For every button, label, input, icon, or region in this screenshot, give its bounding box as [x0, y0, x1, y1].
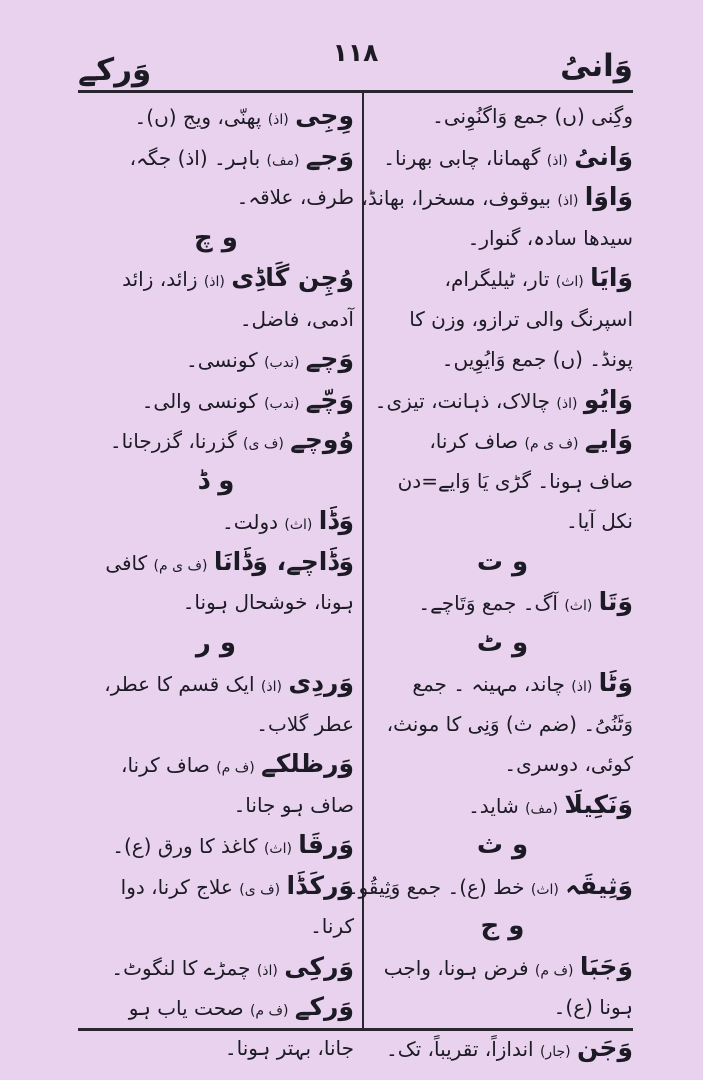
definition: گزرنا، گزرجانا۔: [109, 429, 237, 453]
grammar-tag: (اث): [555, 274, 584, 290]
entry-line: [372, 218, 633, 259]
definition: فرض ہونا، واجب: [383, 955, 529, 980]
grammar-tag: (اث): [564, 598, 593, 614]
definition: کونسی۔: [186, 348, 258, 372]
grammar-tag: (ندب): [264, 355, 300, 371]
definition: کوئی، دوسری۔: [504, 752, 633, 776]
entry-line: [78, 380, 354, 421]
definition: سیدھا سادہ، گنوار۔: [467, 225, 633, 250]
headword: وُوچے: [290, 425, 354, 454]
headword: وِجِی: [295, 101, 354, 130]
definition: جانا، بہتر ہونا۔: [224, 1035, 354, 1060]
headword: وَایَا: [590, 263, 633, 292]
definition: بیوقوف، مسخرا، بھانڈ،: [361, 186, 551, 210]
definition: صاف کرنا،: [121, 753, 210, 777]
section-heading: و ث: [476, 830, 529, 860]
definition: تار، ٹیلیگرام،: [444, 267, 550, 291]
grammar-tag: (مف): [266, 152, 300, 169]
section-heading: و ج: [480, 911, 525, 941]
entry-line: [372, 663, 633, 704]
entry-line: [372, 785, 633, 826]
definition: پھنّی، ویج (ں)۔: [134, 105, 262, 129]
entry-line: [78, 785, 354, 826]
definition: صاف ہو جانا۔: [233, 792, 354, 817]
headword: وَرکے: [294, 992, 354, 1021]
left-column: [78, 96, 354, 1068]
entry-line: [372, 137, 633, 178]
grammar-tag: (جار): [539, 1043, 571, 1060]
definition: صحت یاب ہو: [128, 996, 244, 1020]
grammar-tag: (ف ی): [239, 881, 281, 898]
grammar-tag: (اذ): [557, 193, 579, 209]
entry-line: [78, 582, 354, 623]
page-header: [78, 38, 633, 90]
headword: وُچِن گَاڈِی: [231, 263, 354, 292]
definition: خط (ع)۔ جمع وَثِیقُو۔: [346, 874, 525, 899]
entry-line: [372, 501, 633, 542]
entry-line: [78, 866, 354, 907]
section-heading: و ت: [476, 546, 529, 577]
definition: گھمانا، چابی بھرنا۔: [383, 145, 541, 170]
headword: وَتَا: [598, 587, 633, 616]
headword: وَرکَڈَا: [286, 870, 354, 900]
entry-line: [78, 906, 354, 947]
grammar-tag: (اذ): [260, 679, 282, 695]
entry-line: [372, 299, 633, 340]
section-heading: و چ: [194, 222, 238, 253]
grammar-tag: (اذ): [546, 152, 568, 169]
grammar-tag: (ف م): [249, 1003, 289, 1019]
entry-line: [78, 987, 354, 1028]
headword: وَاوَا: [584, 182, 633, 211]
grammar-tag: (اذ): [267, 112, 289, 128]
entry-line: [78, 137, 354, 178]
header-left-word: وَرکے: [78, 52, 152, 88]
definition: کرنا۔: [310, 914, 354, 938]
headword: وَایُو: [583, 384, 633, 414]
definition: آدمی، فاضل۔: [239, 306, 354, 331]
entry-line: [78, 420, 354, 461]
grammar-tag: (ف ی م): [153, 557, 208, 574]
header-rule: [78, 90, 633, 93]
entry-line: [78, 825, 354, 866]
entry-line: [372, 258, 633, 299]
grammar-tag: (مف): [525, 800, 558, 817]
header-right-word: وَانیُ: [560, 48, 633, 84]
definition: چالاک، ذہانت، تیزی۔: [374, 388, 551, 413]
headword: وَچّے: [305, 384, 354, 414]
entry-line: [372, 339, 633, 380]
entry-line: [78, 542, 354, 583]
grammar-tag: (ف م): [534, 962, 574, 979]
definition: صاف کرنا،: [429, 429, 519, 453]
entry-line: [78, 663, 354, 704]
grammar-tag: (ف ی): [243, 436, 284, 452]
section-heading: و ر: [195, 627, 237, 658]
headword: وَثِیقَہ: [565, 870, 633, 900]
headword: وَٹَا: [598, 668, 633, 697]
entry-line: [372, 582, 633, 623]
entry-line: [78, 258, 354, 299]
entry-line: [372, 987, 633, 1028]
definition: طرف، علاقہ۔: [236, 185, 354, 209]
headword: وَردِی: [288, 668, 354, 697]
definition: اندازاً، تقریباً، تک۔: [385, 1036, 534, 1061]
grammar-tag: (اذ): [556, 395, 578, 412]
entry-line: [78, 704, 354, 745]
definition: وَٹَنُیُ۔ (ضم ث) وَنِی کا مونث،: [386, 711, 633, 736]
headword: وَجَبَا: [579, 951, 633, 981]
entry-line: [78, 299, 354, 340]
grammar-tag: (اث): [530, 881, 559, 898]
headword: وَڈَا: [318, 506, 354, 535]
entry-line: [372, 380, 633, 421]
definition: نکل آیا۔: [565, 509, 633, 533]
definition: کونسی والی۔: [141, 388, 258, 413]
definition: چمڑے کا لنگوٹ۔: [111, 955, 251, 980]
entry-line: [372, 96, 633, 137]
entry-line: [372, 947, 633, 988]
definition: علاج کرنا، دوا: [120, 874, 233, 899]
grammar-tag: (ف م): [216, 760, 255, 776]
grammar-tag: (ف ی م): [524, 436, 579, 452]
entry-line: [78, 96, 354, 137]
headword: وَچے: [305, 344, 354, 373]
headword: وَنَکِیلَا: [564, 789, 633, 819]
definition: صاف ہونا۔ گڑی یَا وَایے=دن: [397, 468, 633, 493]
entry-line: [346, 866, 633, 907]
definition: کاغذ کا ورق (ع)۔: [112, 834, 258, 858]
headword: وَانیُ: [574, 141, 633, 171]
grammar-tag: (اث): [284, 517, 313, 533]
definition: دولت۔: [222, 510, 279, 534]
headword: وَڈَاچے، وَڈَانَا: [213, 546, 354, 576]
headword: وَرقَا: [298, 830, 354, 859]
footer-rule: [78, 1028, 633, 1031]
entry-line: [372, 461, 633, 502]
entry-line: [78, 177, 354, 218]
definition: زائد، زائد: [122, 267, 198, 291]
entry-line: [361, 177, 633, 218]
page-number: ۱۱۸: [332, 38, 379, 67]
section-heading: و ٹ: [476, 627, 529, 658]
entry-line: [78, 339, 354, 380]
entry-line: [372, 704, 633, 745]
entry-line: [78, 501, 354, 542]
definition: آگ۔ جمع وَتَاچے۔: [418, 591, 558, 615]
definition: عطر گلاب۔: [256, 711, 354, 736]
definition: شاید۔: [468, 793, 519, 818]
definition: اسپرنگ والی ترازو، وزن کا: [409, 306, 633, 331]
headword: وَرکِی: [284, 951, 354, 981]
entry-line: [372, 1028, 633, 1069]
definition: ہونا (ع)۔: [553, 995, 633, 1019]
definition: پونڈ۔ (ں) جمع وَایُوِیں۔: [441, 347, 633, 371]
definition: ہونا، خوشحال ہونا۔: [182, 590, 354, 614]
grammar-tag: (ندب): [264, 395, 300, 412]
definition: ایک قسم کا عطر،: [104, 672, 255, 696]
definition: چاند، مہینہ ۔ جمع: [412, 672, 565, 696]
grammar-tag: (اذ): [203, 274, 225, 290]
headword: وَایے: [584, 425, 633, 454]
headword: وَجے: [305, 141, 354, 171]
right-column: [346, 96, 633, 1068]
grammar-tag: (اث): [263, 841, 292, 857]
grammar-tag: (اذ): [256, 962, 278, 979]
definition: وگِنی (ں) جمع وَاگنُوِنی۔: [432, 104, 633, 128]
entry-line: [372, 744, 633, 785]
definition: کافی: [105, 550, 148, 575]
grammar-tag: (اذ): [571, 679, 593, 695]
section-heading: و ڈ: [197, 465, 235, 496]
entry-line: [78, 744, 354, 785]
entry-line: [78, 1028, 354, 1069]
headword: وَجَن: [576, 1032, 633, 1062]
entry-line: [78, 947, 354, 988]
definition: باہر۔ (اذ) جگہ،: [129, 145, 261, 170]
entry-line: [372, 420, 633, 461]
headword: وَرظلکے: [261, 749, 354, 778]
